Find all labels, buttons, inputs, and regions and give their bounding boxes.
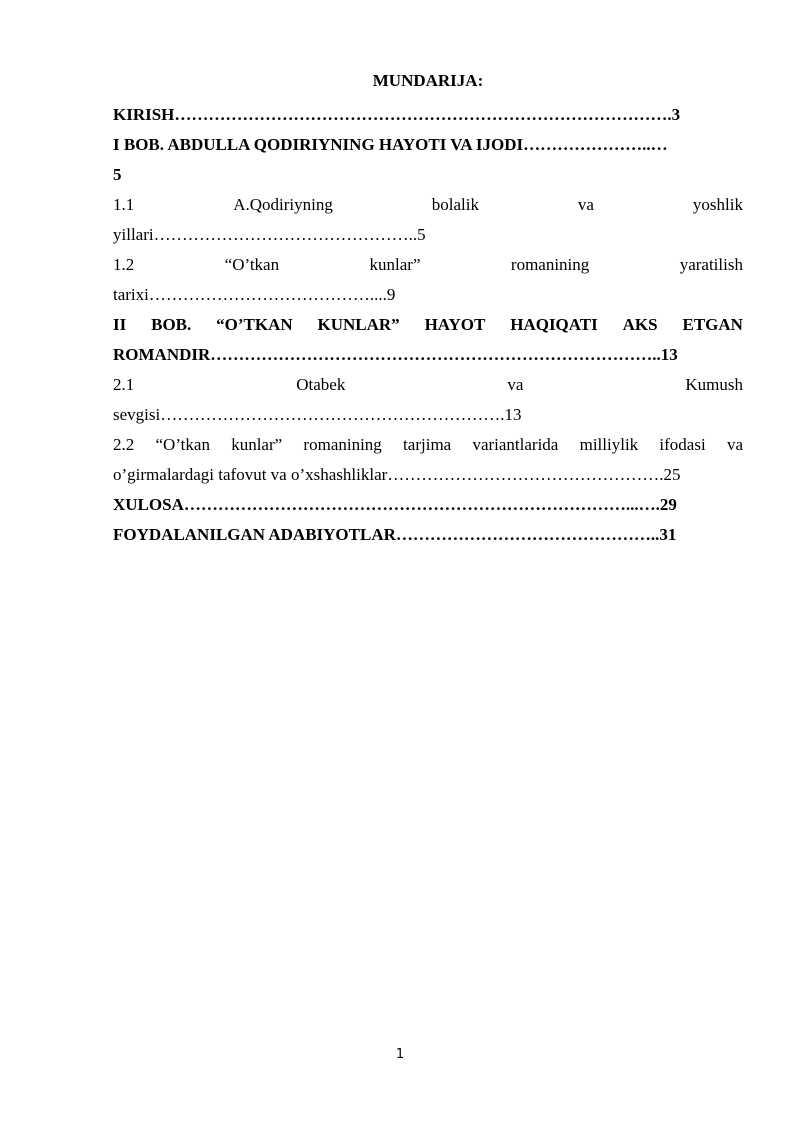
- toc-word: va: [507, 375, 524, 394]
- toc-word: bolalik: [431, 195, 479, 214]
- toc-entry-bob1-page: 5: [113, 165, 122, 184]
- toc-word: II: [113, 315, 127, 334]
- toc-word: 1.1: [113, 195, 135, 214]
- toc-word: yoshlik: [692, 195, 743, 214]
- toc-word: Otabek: [296, 375, 346, 394]
- toc-word: yaratilish: [679, 255, 743, 274]
- toc-word: BOB.: [151, 315, 192, 334]
- toc-word: “O’TKAN: [216, 315, 293, 334]
- toc-entry-xulosa: XULOSA……………………………………………………………………...….29: [113, 495, 677, 514]
- toc-entry-bob1: I BOB. ABDULLA QODIRIYNING HAYOTI VA IJODI…………………..…: [113, 135, 668, 154]
- toc-entry-kirish: KIRISH…………………………………………………………………………….3: [113, 105, 681, 124]
- toc-word: kunlar”: [369, 255, 421, 274]
- toc-word: romanining: [510, 255, 590, 274]
- toc-entry-1-2: [113, 250, 743, 280]
- toc-word: A.Qodiriyning: [233, 195, 333, 214]
- toc-word: 1.2: [113, 255, 135, 274]
- toc-word: Kumush: [685, 375, 743, 394]
- page-number: 1: [395, 1047, 405, 1062]
- toc-entry-1-1-page: yillari………………………………………..5: [113, 225, 426, 244]
- toc-entry-2-1: [113, 370, 743, 400]
- toc-title: MUNDARIJA:: [372, 71, 484, 90]
- toc-entry-2-2: 2.2 “O’tkan kunlar” romanining tarjima variantlarida milliylik ifodasi va: [113, 435, 743, 454]
- toc-entry-foydalanilgan: FOYDALANILGAN ADABIYOTLAR………………………………………..31: [113, 525, 677, 544]
- toc-entry-1-1: [113, 190, 743, 220]
- toc-entry-bob2-page: ROMANDIR……………………………………………………………………..13: [113, 345, 678, 364]
- toc-word: KUNLAR”: [317, 315, 400, 334]
- toc-entry-bob2: [113, 310, 743, 340]
- table-of-contents: [113, 70, 743, 550]
- toc-entry-2-1-page: sevgisi…………………………………………………….13: [113, 405, 522, 424]
- toc-entry-1-2-page: tarixi…………………………………....9: [113, 285, 396, 304]
- toc-word: va: [577, 195, 594, 214]
- toc-word: “O’tkan: [224, 255, 280, 274]
- toc-word: AKS: [622, 315, 658, 334]
- toc-word: HAQIQATI: [510, 315, 598, 334]
- toc-word: HAYOT: [424, 315, 486, 334]
- toc-word: 2.1: [113, 375, 135, 394]
- toc-entry-2-2-page: o’girmalardagi tafovut va o’xshashliklar………………………………………….25: [113, 465, 681, 484]
- toc-word: ETGAN: [682, 315, 743, 334]
